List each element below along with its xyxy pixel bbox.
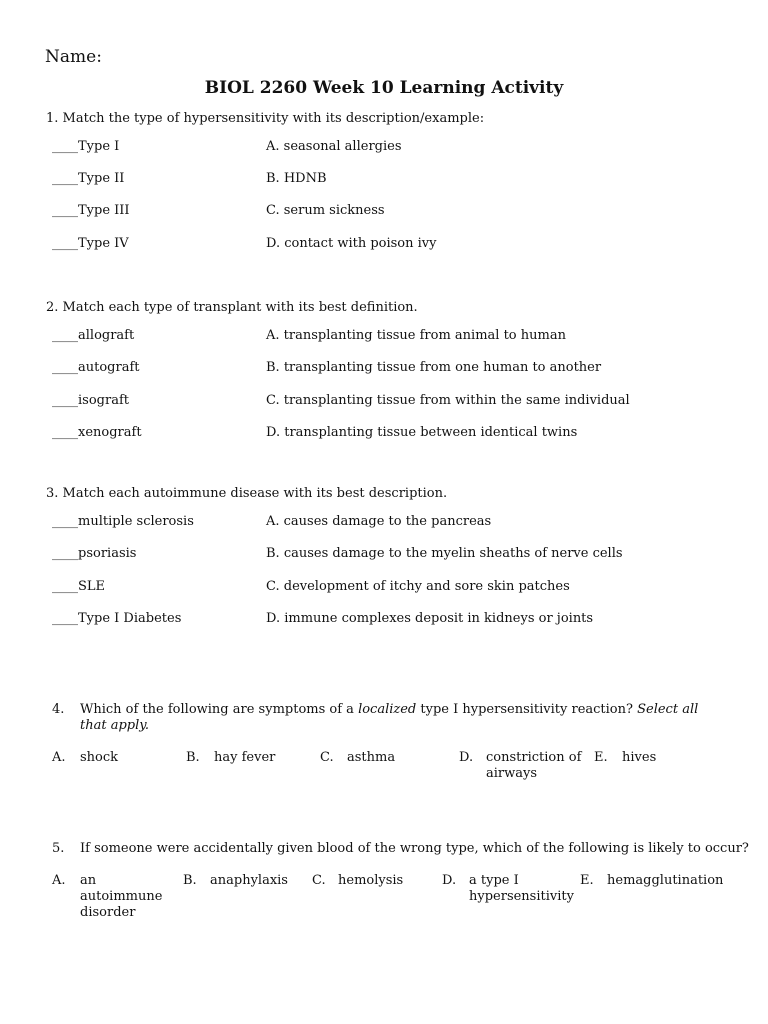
q4-option-d-letter: D. [459,750,474,765]
q1-prompt: 1. Match the type of hypersensitivity with its description/example: [46,111,485,126]
q5-option-a: an autoimmune disorder [80,873,163,920]
q5-number: 5. [52,841,65,856]
q4-prompt: Which of the following are symptoms of a localized type I hypersensitivity reaction? Select all that apply. [80,702,699,733]
q5-option-c-letter: C. [312,873,326,888]
q1-blank-4: ____Type IV [52,236,129,251]
q2-blank-1: ____allograft [52,328,135,343]
q3-choice-d: D. immune complexes deposit in kidneys or joints [266,611,594,626]
q2-choice-d: D. transplanting tissue between identical twins [266,425,578,440]
q5-prompt: If someone were accidentally given blood of the wrong type, which of the following is likely to occur? [80,841,749,856]
q4-option-e: hives [622,750,657,765]
q5-option-d: a type I hypersensitivity [469,873,574,904]
q3-choice-a: A. causes damage to the pancreas [266,514,492,529]
q2-choice-b: B. transplanting tissue from one human to another [266,360,602,375]
q1-choice-c: C. serum sickness [266,203,385,218]
q2-choice-a: A. transplanting tissue from animal to human [266,328,566,343]
q3-choice-b: B. causes damage to the myelin sheaths of nerve cells [266,546,623,561]
q3-prompt: 3. Match each autoimmune disease with its best description. [46,486,448,501]
q4-option-d: constriction of airways [486,750,582,781]
q5-option-b: anaphylaxis [210,873,288,888]
q3-blank-2: ____psoriasis [52,546,137,561]
q4-option-a: shock [80,750,119,765]
q4-number: 4. [52,702,65,717]
q2-blank-2: ____autograft [52,360,140,375]
q5-option-e-letter: E. [580,873,594,888]
q1-choice-d: D. contact with poison ivy [266,236,437,251]
q4-option-c-letter: C. [320,750,334,765]
q5-option-e: hemagglutination [607,873,724,888]
q2-prompt: 2. Match each type of transplant with its best definition. [46,300,418,315]
q4-option-b: hay fever [214,750,276,765]
q3-blank-4: ____Type I Diabetes [52,611,182,626]
name-label: Name: [45,47,102,67]
q4-option-c: asthma [347,750,396,765]
q2-blank-3: ____isograft [52,393,129,408]
q5-option-b-letter: B. [183,873,197,888]
q1-blank-3: ____Type III [52,203,130,218]
q4-option-a-letter: A. [52,750,66,765]
q1-choice-a: A. seasonal allergies [266,139,402,154]
q5-option-d-letter: D. [442,873,457,888]
q1-blank-1: ____Type I [52,139,120,154]
q5-option-a-letter: A. [52,873,66,888]
q2-choice-c: C. transplanting tissue from within the same individual [266,393,630,408]
q1-blank-2: ____Type II [52,171,125,186]
q5-option-c: hemolysis [338,873,404,888]
q4-option-b-letter: B. [186,750,200,765]
q3-blank-1: ____multiple sclerosis [52,514,194,529]
q4-option-e-letter: E. [594,750,608,765]
page-title: BIOL 2260 Week 10 Learning Activity [204,78,564,98]
q1-choice-b: B. HDNB [266,171,327,186]
q2-blank-4: ____xenograft [52,425,142,440]
q3-choice-c: C. development of itchy and sore skin patches [266,579,570,594]
q3-blank-3: ____SLE [52,579,106,594]
